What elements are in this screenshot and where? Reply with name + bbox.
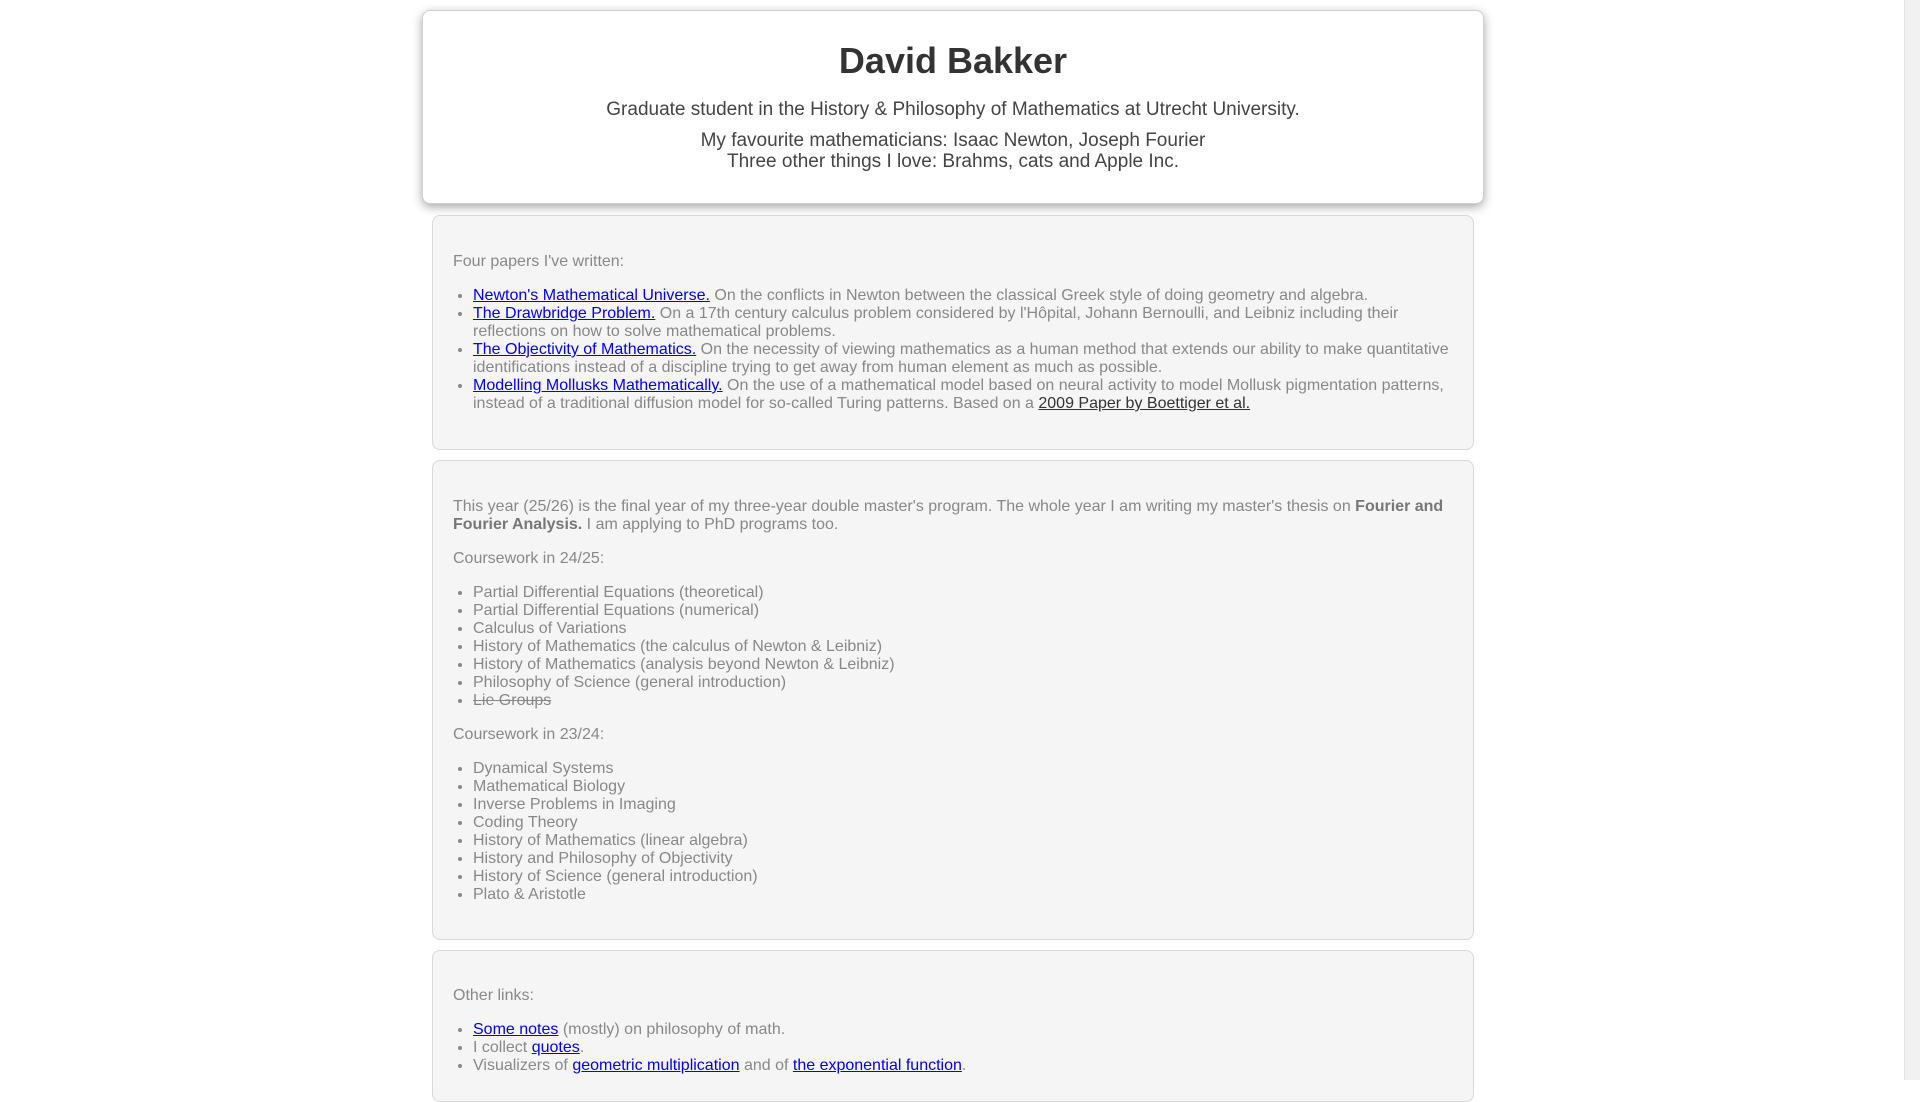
- list-item: • Inverse Problems in Imaging: [473, 796, 1453, 814]
- favourite-mathematicians: My favourite mathematicians: Isaac Newton, Joseph Fourier: [700, 130, 1206, 151]
- links-list: [453, 1021, 1453, 1075]
- visualizers-text: Visualizers of: [473, 1057, 573, 1074]
- favourites-block: [423, 130, 1483, 172]
- page-title: David Bakker: [838, 40, 1068, 81]
- list-item: • History of Mathematics (the calculus of Newton & Leibniz): [473, 638, 1453, 656]
- paper-link-drawbridge[interactable]: The Drawbridge Problem.: [473, 305, 656, 322]
- paper-desc: On the conflicts in Newton between the classical Greek style of doing geometry and algebra.: [709, 287, 1369, 304]
- list-item: • History of Mathematics (linear algebra): [473, 832, 1453, 850]
- list-item: • Dynamical Systems: [473, 760, 1453, 778]
- paper-desc: On the necessity of viewing mathematics as a human method that extends our ability to make quantitative identifications instead of a discipline trying to get away from human element as much as possible.: [473, 341, 1449, 376]
- list-item: • Plato & Aristotle: [473, 886, 1453, 904]
- thesis-text-end: I am applying to PhD programs too.: [582, 516, 839, 533]
- paper-link-objectivity[interactable]: The Objectivity of Mathematics.: [473, 341, 697, 358]
- paper-link-newton[interactable]: Newton's Mathematical Universe.: [473, 287, 710, 304]
- list-item: [473, 1039, 1453, 1057]
- thesis-card: [432, 460, 1474, 940]
- header-card: [422, 10, 1484, 204]
- geometric-multiplication-link[interactable]: geometric multiplication: [572, 1057, 740, 1074]
- coursework-2324-label: Coursework in 23/24:: [453, 726, 605, 743]
- thesis-text: This year (25/26) is the final year of my three-year double master's program. The whole year I am writing my master's thesis on: [453, 498, 1356, 515]
- paper-desc: On a 17th century calculus problem considered by l'Hôpital, Johann Bernoulli, and Leibniz including their reflections on how to solve mathematical problems.: [473, 305, 1399, 340]
- list-item: • Partial Differential Equations (theoretical): [473, 584, 1453, 602]
- list-item: [473, 377, 1453, 413]
- coursework-2324-list: [453, 760, 1453, 904]
- list-item: • Calculus of Variations: [473, 620, 1453, 638]
- list-item: • Partial Differential Equations (numerical): [473, 602, 1453, 620]
- quotes-link[interactable]: quotes: [531, 1039, 580, 1056]
- quotes-text: I collect: [473, 1039, 532, 1056]
- boettiger-paper-link[interactable]: 2009 Paper by Boettiger et al.: [1038, 395, 1251, 412]
- papers-list: [453, 287, 1453, 413]
- coursework-2425-label: Coursework in 24/25:: [453, 550, 605, 567]
- list-item-struck: • Lie Groups: [473, 692, 1453, 710]
- notes-text: (mostly) on philosophy of math.: [558, 1021, 786, 1038]
- visualizers-period: .: [961, 1057, 967, 1074]
- list-item: • Philosophy of Science (general introduction): [473, 674, 1453, 692]
- vertical-scrollbar[interactable]: [1904, 0, 1920, 1080]
- list-item: • Coding Theory: [473, 814, 1453, 832]
- exponential-function-link[interactable]: the exponential function: [792, 1057, 962, 1074]
- list-item: [473, 1021, 1453, 1039]
- links-card: [432, 950, 1474, 1102]
- paper-desc: On the use of a mathematical model based on neural activity to model Mollusk pigmentation patterns, instead of a traditional diffusion model for so-called Turing patterns. Based on a: [473, 377, 1444, 412]
- visualizers-mid: and of: [739, 1057, 793, 1074]
- list-item: [473, 287, 1453, 305]
- thesis-paragraph: [453, 498, 1453, 534]
- list-item: • History and Philosophy of Objectivity: [473, 850, 1453, 868]
- papers-intro: Four papers I've written:: [453, 253, 625, 270]
- list-item: • History of Mathematics (analysis beyond Newton & Leibniz): [473, 656, 1453, 674]
- list-item: [473, 305, 1453, 341]
- thesis-topic: Fourier and Fourier Analysis.: [453, 498, 1444, 533]
- notes-link[interactable]: Some notes: [473, 1021, 559, 1038]
- list-item: • History of Science (general introduction): [473, 868, 1453, 886]
- papers-card: [432, 215, 1474, 450]
- things-i-love: Three other things I love: Brahms, cats and Apple Inc.: [726, 151, 1180, 172]
- list-item: [473, 341, 1453, 377]
- subtitle: Graduate student in the History & Philosophy of Mathematics at Utrecht University.: [606, 99, 1300, 120]
- quotes-period: .: [579, 1039, 585, 1056]
- coursework-2425-list: [453, 584, 1453, 710]
- paper-link-mollusks[interactable]: Modelling Mollusks Mathematically.: [473, 377, 723, 394]
- list-item: [473, 1057, 1453, 1075]
- list-item: • Mathematical Biology: [473, 778, 1453, 796]
- links-intro: Other links:: [453, 987, 534, 1004]
